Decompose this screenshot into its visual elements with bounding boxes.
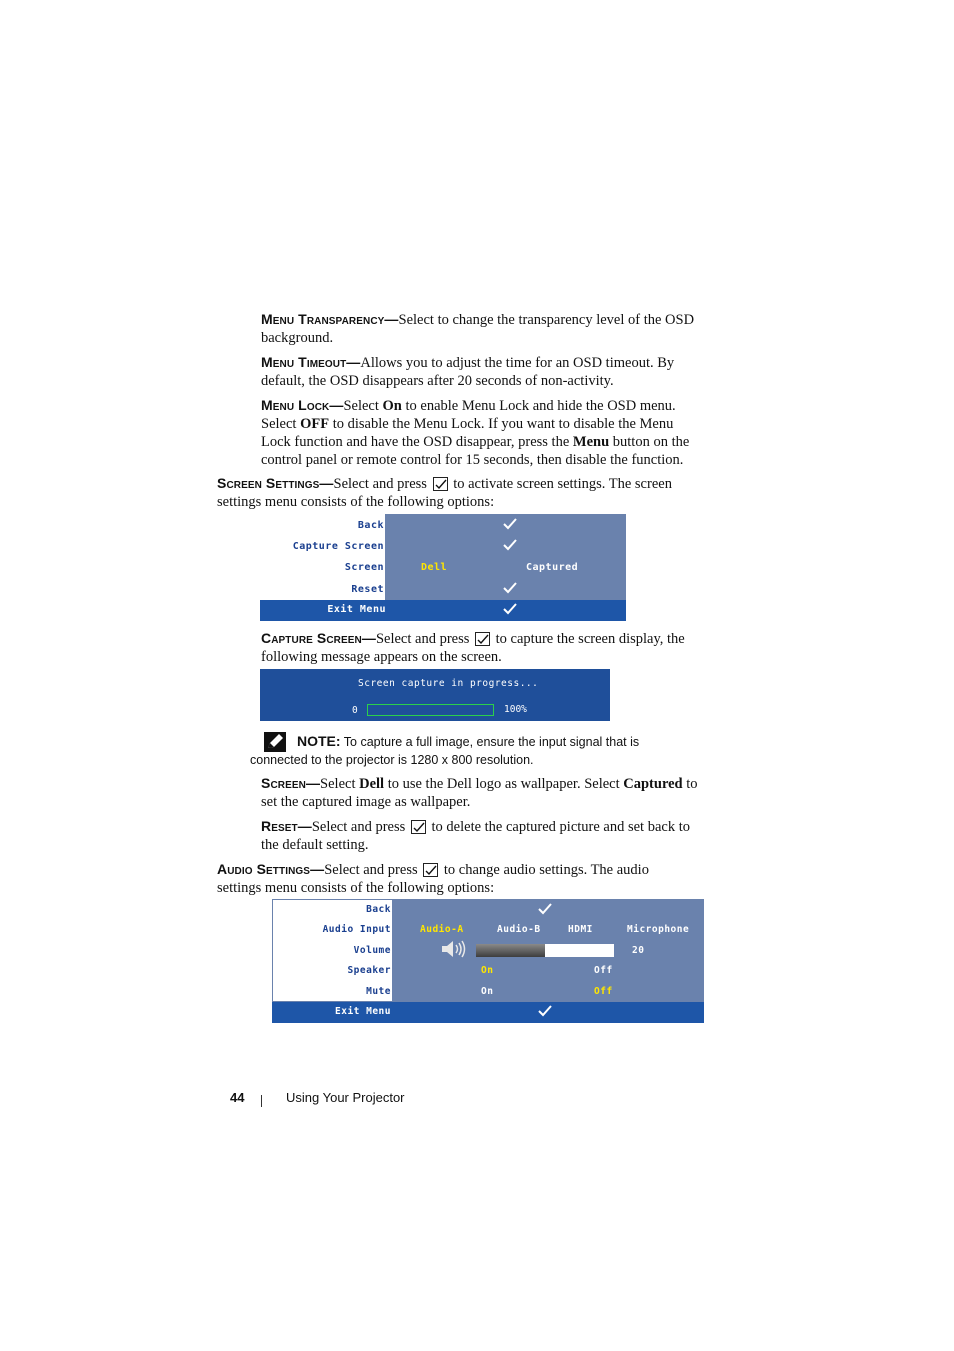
check-icon[interactable] <box>538 1005 552 1017</box>
screen-settings-text: settings menu consists of the following options: <box>217 494 495 510</box>
screen-text: set the captured image as wallpaper. <box>261 794 471 810</box>
menu-lock-text: Lock function and have the OSD disappear, press the <box>261 434 573 450</box>
capture-screen-paragraph <box>261 629 721 666</box>
screen-settings-text: Select and press <box>333 476 431 492</box>
capture-screen-text: following message appears on the screen. <box>261 649 502 665</box>
audio-settings-text: Select and press <box>324 862 422 878</box>
menu-timeout-heading: Menu Timeout— <box>261 354 361 370</box>
note-text-l1: To capture a full image, ensure the input signal that is <box>340 735 640 749</box>
speaker-option-off[interactable]: Off <box>594 965 613 976</box>
audio-settings-heading: Audio Settings— <box>217 861 325 877</box>
check-icon[interactable] <box>503 539 517 551</box>
audio-settings-text: to change audio settings. The audio <box>440 862 649 878</box>
menu-lock-paragraph <box>261 396 731 469</box>
menu-lock-text: button on the <box>609 434 690 450</box>
osd-label-speaker[interactable]: Speaker <box>347 965 391 976</box>
volume-slider[interactable] <box>476 944 614 957</box>
audio-settings-paragraph <box>217 860 717 897</box>
check-icon[interactable] <box>503 582 517 594</box>
note-text-l2: connected to the projector is 1280 x 800 resolution. <box>250 753 534 767</box>
reset-text: Select and press <box>311 819 409 835</box>
reset-text: the default setting. <box>261 837 369 853</box>
menu-lock-text: Select <box>261 416 301 432</box>
audio-input-option-a[interactable]: Audio-A <box>420 924 464 935</box>
menu-lock-text: to enable Menu Lock and hide the OSD menu. <box>401 398 676 414</box>
audio-settings-osd <box>272 899 704 1023</box>
progress-end-label: 100% <box>504 704 527 715</box>
exit-menu-label[interactable]: Exit Menu <box>327 604 386 615</box>
capture-screen-heading: Capture Screen— <box>261 630 376 646</box>
footer-divider <box>261 1095 262 1107</box>
osd-label-screen[interactable]: Screen <box>344 562 384 573</box>
capture-progress-box <box>260 669 610 721</box>
speaker-volume-icon <box>440 939 468 959</box>
page-number: 44 <box>230 1090 245 1105</box>
menu-timeout-text-l2: default, the OSD disappears after 20 seconds of non-activity. <box>261 373 614 389</box>
osd-label-back[interactable]: Back <box>366 904 391 915</box>
volume-slider-fill <box>476 944 545 957</box>
menu-transparency-heading: Menu Transparency— <box>261 311 399 327</box>
menu-lock-off: OFF <box>300 416 330 432</box>
progress-start-label: 0 <box>352 705 358 716</box>
note-block <box>250 731 710 769</box>
check-icon[interactable] <box>503 603 517 615</box>
audio-input-option-microphone[interactable]: Microphone <box>627 924 690 935</box>
note-label: NOTE: <box>297 733 341 749</box>
pencil-note-icon <box>264 732 286 752</box>
check-icon[interactable] <box>538 903 552 915</box>
progress-message: Screen capture in progress... <box>358 678 539 689</box>
screen-settings-paragraph <box>217 474 717 511</box>
menu-lock-text: Select <box>343 398 383 414</box>
capture-screen-text: to capture the screen display, the <box>492 631 685 647</box>
reset-heading: Reset— <box>261 818 312 834</box>
menu-timeout-paragraph <box>261 353 721 390</box>
footer-title: Using Your Projector <box>286 1090 405 1105</box>
menu-timeout-text-l1: Allows you to adjust the time for an OSD timeout. By <box>360 355 675 371</box>
check-icon[interactable] <box>503 518 517 530</box>
capture-screen-text: Select and press <box>375 631 474 647</box>
screen-settings-text: to activate screen settings. The screen <box>449 476 672 492</box>
audio-input-option-b[interactable]: Audio-B <box>497 924 541 935</box>
screen-text: to use the Dell logo as wallpaper. Select <box>384 776 624 792</box>
enter-key-icon <box>475 632 490 646</box>
osd-label-volume[interactable]: Volume <box>353 945 391 956</box>
enter-key-icon <box>433 477 448 491</box>
screen-option-captured[interactable]: Captured <box>526 562 579 573</box>
osd-label-back[interactable]: Back <box>357 520 384 531</box>
menu-transparency-paragraph <box>261 310 711 347</box>
menu-lock-text: control panel or remote control for 15 seconds, then disable the function. <box>261 452 684 468</box>
audio-settings-text: settings menu consists of the following options: <box>217 880 495 896</box>
screen-option-dell[interactable]: Dell <box>421 562 448 573</box>
screen-paragraph <box>261 774 731 811</box>
progress-bar <box>367 704 494 716</box>
audio-input-option-hdmi[interactable]: HDMI <box>568 924 593 935</box>
menu-transparency-text: Select to change the transparency level of the OSD background. <box>261 312 695 346</box>
screen-settings-osd <box>260 514 626 621</box>
volume-value: 20 <box>632 945 645 956</box>
screen-settings-heading: Screen Settings— <box>217 475 334 491</box>
mute-option-on[interactable]: On <box>481 986 494 997</box>
enter-key-icon <box>411 820 426 834</box>
speaker-option-on[interactable]: On <box>481 965 494 976</box>
osd-label-capture-screen[interactable]: Capture Screen <box>292 541 384 552</box>
osd-label-mute[interactable]: Mute <box>366 986 391 997</box>
mute-option-off[interactable]: Off <box>594 986 613 997</box>
osd-label-reset[interactable]: Reset <box>351 584 384 595</box>
menu-lock-menu: Menu <box>572 434 610 450</box>
reset-text: to delete the captured picture and set back to <box>427 819 690 835</box>
menu-lock-on: On <box>382 398 402 414</box>
menu-lock-text: to disable the Menu Lock. If you want to disable the Menu <box>329 416 674 432</box>
screen-dell: Dell <box>359 776 385 792</box>
reset-paragraph <box>261 817 731 854</box>
menu-lock-heading: Menu Lock— <box>261 397 344 413</box>
exit-menu-bar[interactable] <box>260 600 626 621</box>
screen-heading: Screen— <box>261 775 321 791</box>
screen-text: Select <box>320 776 360 792</box>
screen-text: to <box>682 776 698 792</box>
osd-label-audio-input[interactable]: Audio Input <box>322 924 391 935</box>
enter-key-icon <box>423 863 438 877</box>
screen-captured: Captured <box>623 776 683 792</box>
exit-menu-label[interactable]: Exit Menu <box>335 1006 391 1017</box>
